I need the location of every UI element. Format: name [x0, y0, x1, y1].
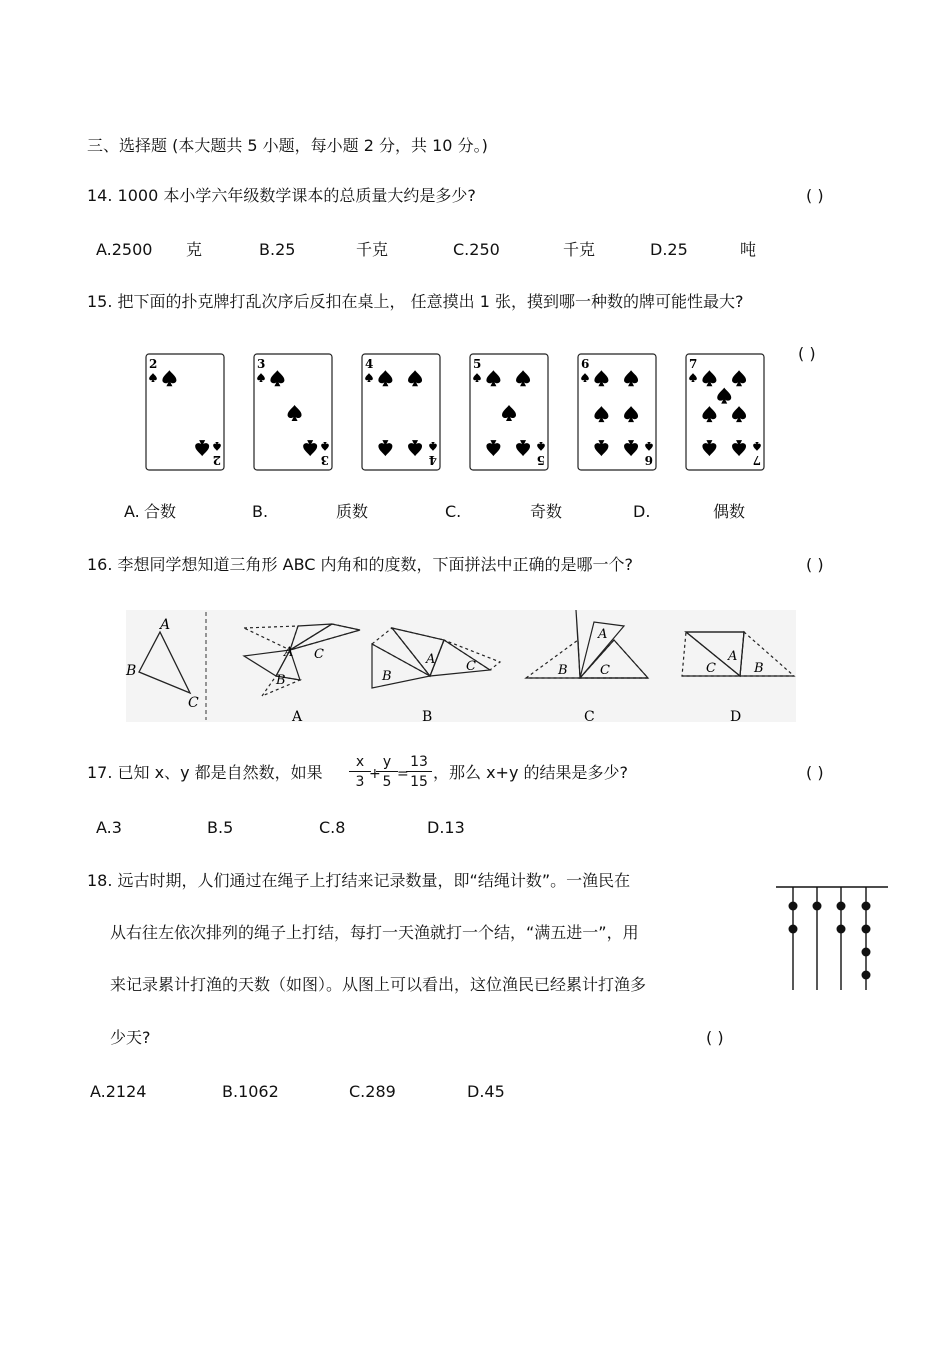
knot [862, 902, 871, 911]
figure-label-a: A [292, 709, 303, 725]
q14-option-a-letter: A.2500 [96, 240, 153, 259]
q15-option-b-text: 质数 [336, 502, 369, 521]
knot [862, 971, 871, 980]
q17-option-a: A.3 [96, 818, 122, 837]
rope [813, 887, 822, 990]
q15-answer-blank[interactable]: ( ) [798, 344, 816, 363]
q18-answer-blank[interactable]: ( ) [706, 1028, 724, 1047]
equals-sign: = [397, 766, 409, 782]
svg-text:B: B [754, 661, 764, 676]
q17-stem-pre: 17. 已知 x、y 都是自然数，如果 [87, 763, 323, 782]
knot [837, 925, 846, 934]
q15-option-b-letter: B. [252, 502, 269, 521]
fraction-13-over-15 [406, 753, 432, 792]
knot [837, 902, 846, 911]
q16-answer-blank[interactable]: ( ) [806, 555, 824, 574]
svg-text:B: B [558, 663, 568, 678]
rope [862, 887, 871, 990]
plus-sign: + [369, 766, 381, 782]
q18-line-2: 从右往左依次排列的绳子上打结，每打一天渔就打一个结，“满五进一”，用 [110, 923, 639, 942]
q14-stem: 14. 1000 本小学六年级数学课本的总质量大约是多少? [87, 186, 476, 205]
q18-line-1: 18. 远古时期，人们通过在绳子上打结来记录数量，即“结绳计数”。一渔民在 [87, 871, 631, 890]
q16-stem: 16. 李想同学想知道三角形 ABC 内角和的度数，下面拼法中正确的是哪一个? [87, 555, 634, 574]
rope [837, 887, 846, 990]
q14-option-c-unit: 千克 [563, 240, 596, 259]
figure-label-c: C [584, 709, 595, 725]
knot [862, 925, 871, 934]
fraction-numerator: y [376, 753, 398, 772]
q17-stem-post: ，那么 x+y 的结果是多少? [433, 763, 629, 782]
rope [789, 887, 798, 990]
card-rank-label: 7 [689, 357, 698, 371]
vertex-label-c: C [188, 695, 199, 711]
card-rank-label: 6 [581, 357, 590, 371]
knot [813, 902, 822, 911]
fraction-y-over-5 [376, 753, 398, 792]
q14-answer-blank[interactable]: ( ) [806, 186, 824, 205]
svg-text:A: A [426, 652, 436, 667]
card-rank-label-inverted: 3 [320, 453, 329, 467]
q15-option-d-text: 偶数 [713, 502, 746, 521]
svg-text:C: C [706, 661, 716, 676]
svg-text:C: C [314, 647, 324, 662]
svg-text:B: B [276, 673, 286, 688]
svg-text:B: B [382, 669, 392, 684]
card-rank-label: 4 [365, 357, 374, 371]
fraction-denominator: 3 [355, 774, 365, 790]
figure-background [126, 610, 796, 722]
svg-text:C: C [466, 659, 476, 674]
q15-option-c-letter: C. [445, 502, 462, 521]
q14-option-d-letter: D.25 [650, 240, 688, 259]
q14-option-a-unit: 克 [186, 240, 203, 259]
q15-stem: 15. 把下面的扑克牌打乱次序后反扣在桌上， 任意摸出 1 张，摸到哪一种数的牌可能性最大? [87, 292, 744, 311]
q18-option-d: D.45 [467, 1082, 505, 1101]
q14-option-c-letter: C.250 [453, 240, 500, 259]
card-rank-label-inverted: 5 [536, 453, 545, 467]
card-rank-label-inverted: 4 [428, 453, 437, 467]
card-rank-label: 2 [149, 357, 158, 371]
svg-text:A: A [598, 627, 608, 642]
knotted-ropes-figure [770, 880, 890, 995]
figure-label-d: D [730, 709, 742, 725]
knot [789, 902, 798, 911]
vertex-label-b: B [126, 663, 137, 679]
q17-option-d: D.13 [427, 818, 465, 837]
svg-text:A: A [728, 649, 738, 664]
q15-option-c-text: 奇数 [530, 502, 563, 521]
card-rank-label: 3 [257, 357, 266, 371]
figure-label-b: B [422, 709, 433, 725]
card-rank-label-inverted: 2 [212, 453, 221, 467]
q15-option-d-letter: D. [633, 502, 651, 521]
svg-text:C: C [600, 663, 610, 678]
knot [862, 948, 871, 957]
q17-option-c: C.8 [319, 818, 346, 837]
card-rank-label: 5 [473, 357, 482, 371]
q14-option-b-letter: B.25 [259, 240, 296, 259]
q18-option-a: A.2124 [90, 1082, 147, 1101]
q17-answer-blank[interactable]: ( ) [806, 763, 824, 782]
knot [789, 925, 798, 934]
fraction-denominator: 15 [410, 774, 428, 790]
q15-option-a-text: 合数 [144, 502, 177, 521]
vertex-label-a: A [160, 617, 171, 633]
fraction-numerator: x [349, 753, 371, 772]
fraction-numerator: 13 [406, 753, 432, 772]
q15-option-a-letter: A. [124, 502, 140, 521]
section-title: 三、选择题 (本大题共 5 小题，每小题 2 分，共 10 分。) [87, 136, 488, 155]
q18-option-c: C.289 [349, 1082, 396, 1101]
card-rank-label-inverted: 6 [644, 453, 653, 467]
fraction-denominator: 5 [382, 774, 392, 790]
q17-option-b: B.5 [207, 818, 234, 837]
svg-text:A: A [284, 645, 294, 660]
q18-option-b: B.1062 [222, 1082, 279, 1101]
q18-line-4: 少天? [110, 1028, 151, 1047]
fraction-x-over-3 [349, 753, 371, 792]
card-rank-label-inverted: 7 [752, 453, 761, 467]
q14-option-b-unit: 千克 [356, 240, 389, 259]
q18-line-3: 来记录累计打渔的天数（如图）。从图上可以看出，这位渔民已经累计打渔多 [110, 975, 647, 994]
q14-option-d-unit: 吨 [740, 240, 757, 259]
